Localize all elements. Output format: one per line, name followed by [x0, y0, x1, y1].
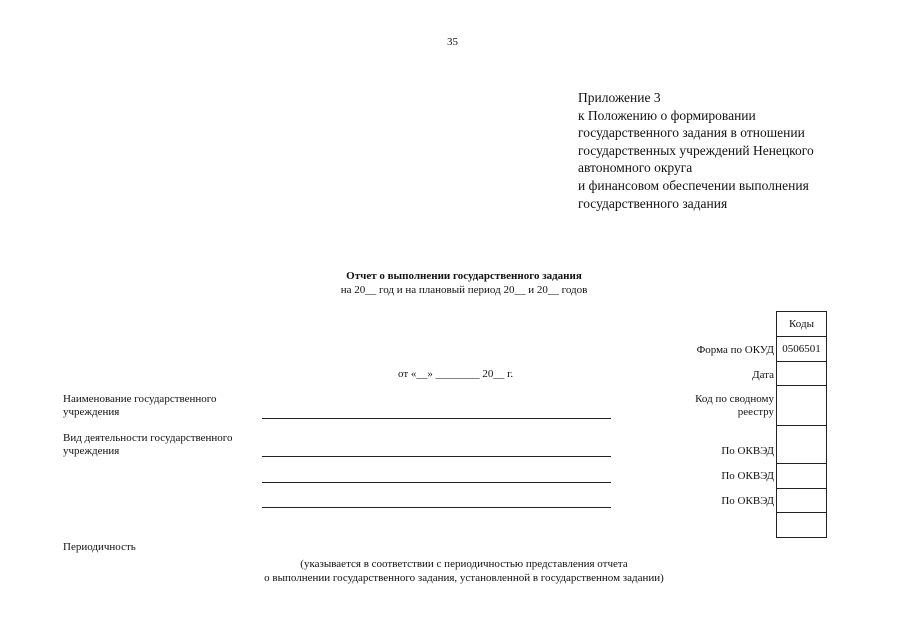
periodicity-note-line1: (указывается в соответствии с периодичностью представления отчета — [300, 558, 628, 570]
page-number: 35 — [447, 36, 458, 48]
appendix-header — [578, 89, 814, 212]
okved-label: По ОКВЭД — [721, 445, 774, 457]
activity-type-field-1[interactable] — [262, 456, 611, 457]
report-subtitle: на 20__ год и на плановый период 20__ и 20__ годов — [340, 284, 588, 296]
okved-code-cell-1[interactable] — [777, 426, 826, 464]
institution-name-label — [63, 393, 217, 419]
report-title: Отчет о выполнении государственного задания — [346, 270, 582, 282]
activity-type-label-line1: Вид деятельности государственного — [63, 432, 233, 444]
okved-code-cell-3[interactable] — [777, 489, 826, 513]
appendix-line: и финансовом обеспечении выполнения — [578, 177, 809, 193]
institution-name-label-line1: Наименование государственного — [63, 393, 217, 405]
appendix-line: государственных учреждений Ненецкого — [578, 142, 814, 158]
periodicity-label: Периодичность — [63, 541, 136, 553]
institution-name-field[interactable] — [262, 418, 611, 419]
registry-label-line1: Код по сводному — [695, 393, 774, 405]
okved-label: По ОКВЭД — [721, 470, 774, 482]
registry-code-cell[interactable] — [777, 386, 826, 426]
okud-code-cell: 0506501 — [777, 337, 826, 362]
appendix-line: Приложение 3 — [578, 90, 661, 105]
institution-name-label-line2: учреждения — [63, 406, 120, 418]
activity-type-field-2[interactable] — [262, 482, 611, 483]
date-label: Дата — [752, 369, 774, 381]
appendix-line: государственного задания в отношении — [578, 125, 805, 141]
appendix-line: государственного задания — [578, 195, 728, 211]
activity-type-field-3[interactable] — [262, 507, 611, 508]
periodicity-note — [0, 557, 905, 585]
codes-table — [776, 311, 827, 538]
date-code-cell[interactable] — [777, 362, 826, 386]
okved-code-cell-2[interactable] — [777, 464, 826, 489]
periodicity-code-cell[interactable] — [777, 513, 826, 537]
codes-header: Коды — [777, 312, 826, 337]
periodicity-note-line2: о выполнении государственного задания, установленной в государственном задании) — [264, 572, 664, 584]
appendix-line: к Положению о формировании — [578, 107, 756, 123]
activity-type-label — [63, 432, 233, 458]
okved-label: По ОКВЭД — [721, 495, 774, 507]
registry-label-line2: реестру — [737, 406, 774, 418]
okud-label: Форма по ОКУД — [696, 344, 774, 356]
appendix-line: автономного округа — [578, 160, 693, 176]
registry-label — [695, 393, 774, 419]
report-date-line: от «__» ________ 20__ г. — [398, 368, 514, 380]
activity-type-label-line2: учреждения — [63, 445, 120, 457]
